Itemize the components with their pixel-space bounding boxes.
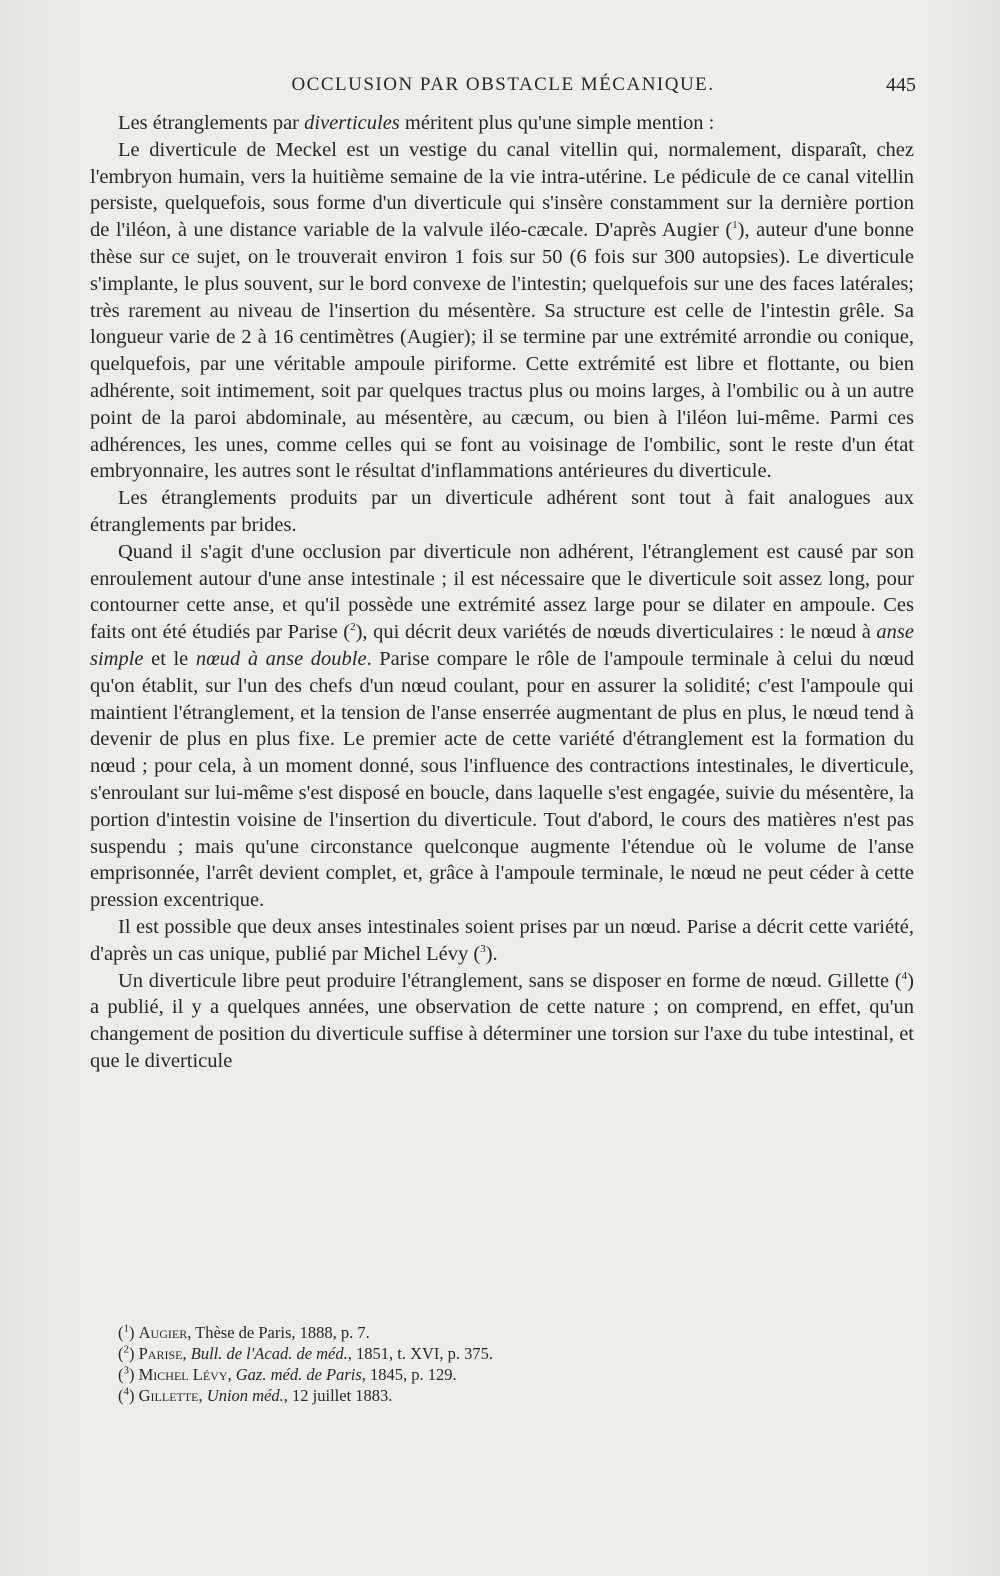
footnote-ref-3: 3 (480, 942, 486, 955)
paragraph-1 (90, 110, 914, 137)
footnote-number: 3 (123, 1364, 129, 1377)
footnote-ref-4: 4 (901, 969, 908, 982)
paragraph-5 (90, 914, 914, 968)
footnote-number: 2 (123, 1343, 129, 1356)
footnote-text: , 1851, t. XVI, p. 375. (347, 1344, 494, 1363)
footnote-text: , (227, 1365, 236, 1384)
text-segment: ) a publié, il y a quelques années, une observation de cette nature ; on comprend, en effet, qu'un changement de position du diverticule suffise à déterminer une torsion sur l'axe du tube intestinal, et que le diverticule (90, 969, 914, 1072)
footnote-text: , 1845, p. 129. (361, 1365, 457, 1384)
text-segment: Les étranglements produits par un diverticule adhérent sont tout à fait analogues aux étranglements par brides. (90, 487, 914, 536)
text-segment: Quand il s'agit d'une occlusion par diverticule non adhérent, l'étranglement est causé par son enroulement autour d'une anse intestinale ; il est nécessaire que le diverticule soit assez long, pour contourner cette anse, et qu'il possède une extrémité assez large pour se dilater en ampoule. Ces faits ont été étudiés par Parise ( (90, 540, 914, 644)
running-head (90, 74, 916, 104)
footnote-text: , (182, 1344, 191, 1363)
footnote-italic: Gaz. méd. de Paris (235, 1365, 362, 1384)
text-segment: et le (143, 647, 196, 670)
footnote-3: ($^3$) Michel Lévy, Gaz. méd. de Paris, 1845, p. 129. (118, 1364, 457, 1384)
italic-term: anse simple (90, 621, 914, 670)
italic-term: diverticules (304, 112, 400, 134)
text-segment: Les étranglements par (118, 112, 305, 134)
footnote-italic: Union méd. (206, 1386, 284, 1405)
paragraph-2 (90, 137, 914, 485)
italic-term: nœud à anse double (195, 647, 367, 670)
footnote-text: , (198, 1386, 207, 1405)
running-title: OCCLUSION PAR OBSTACLE MÉCANIQUE. (291, 74, 715, 95)
text-segment: méritent plus qu'une simple mention : (399, 112, 715, 134)
text-segment: Un diverticule libre peut produire l'étranglement, sans se disposer en forme de nœud. Gillette ( (118, 969, 902, 992)
footnote-author: Augier (138, 1323, 188, 1342)
footnote-4: ($^4$) Gillette, Union méd., 12 juillet 1883. (118, 1385, 393, 1405)
text-segment: ), qui décrit deux variétés de nœuds diverticulaires : le nœud à (355, 621, 877, 644)
text-segment: ). (485, 942, 498, 965)
footnote-ref-1: 1 (732, 219, 738, 232)
paragraph-6 (90, 968, 914, 1075)
footnote-author: Gillette (138, 1386, 199, 1405)
footnote-author: Michel Lévy (138, 1365, 228, 1384)
page-number: 445 (886, 74, 916, 96)
footnote-text: , Thèse de Paris, 1888, p. 7. (187, 1323, 370, 1342)
text-segment: Il est possible que deux anses intestinales soient prises par un nœud. Parise a décrit cette variété, d'après un cas unique, publié par Michel Lévy ( (90, 915, 914, 965)
body-text (90, 110, 914, 1075)
footnote-number: 1 (123, 1322, 129, 1335)
footnote-ref-2: 2 (350, 621, 356, 634)
footnote-italic: Bull. de l'Acad. de méd. (190, 1344, 348, 1363)
footnotes (118, 1322, 914, 1406)
footnote-1: ($^1$) Augier, Thèse de Paris, 1888, p. 7. (118, 1322, 370, 1342)
paragraph-4 (90, 539, 914, 914)
footnote-2: ($^2$) Parise, Bull. de l'Acad. de méd., 1851, t. XVI, p. 375. (118, 1343, 494, 1363)
text-segment: . Parise compare le rôle de l'ampoule terminale à celui du nœud qu'on établit, sur l'un des chefs d'un nœud coulant, pour en assurer la solidité; c'est l'ampoule qui maintient l'étranglement, et la tension de l'anse enserrée augmentant de plus en plus, le nœud tend à devenir de plus en plus fixe. Le premier acte de cette variété d'étranglement est la formation du nœud ; pour cela, à un moment donné, sous l'influence des contractions intestinales, le diverticule, s'enroulant sur lui-même s'est disposé en boucle, dans laquelle s'est engagée, suivie du mésentère, la portion d'intestin voisine de l'insertion du diverticule. Tout d'abord, le cours des matières n'est pas suspendu ; mais qu'une circonstance quelconque augmente l'étendue où le volume de l'anse emprisonnée, l'arrêt devient complet, et, grâce à l'ampoule terminale, le nœud ne peut céder à cette pression excentrique. (90, 647, 914, 912)
text-segment: ), auteur d'une bonne thèse sur ce sujet, on le trouverait environ 1 fois sur 50 (6 fois sur 300 autopsies). Le diverticule s'implante, le plus souvent, sur le bord convexe de l'intestin; quelquefois sur une des faces latérales; très rarement au niveau de l'insertion du mésentère. Sa structure est celle de l'intestin grêle. Sa longueur varie de 2 à 16 centimètres (Augier); il se termine par une extrémité arrondie ou conique, quelquefois, par une véritable ampoule piriforme. Cette extrémité est libre et flottante, ou bien adhérente, soit intimement, soit par quelques tractus plus ou moins larges, à l'ombilic ou à un autre point de la paroi abdominale, au mésentère, au cæcum, ou bien à l'iléon lui-même. Parmi ces adhérences, les unes, comme celles qui se font au voisinage de l'ombilic, sont le reste d'un état embryonnaire, les autres sont le résultat d'inflammations antérieures du diverticule. (90, 219, 914, 483)
text-segment: Le diverticule de Meckel est un vestige du canal vitellin qui, normalement, disparaît, chez l'embryon humain, vers la huitième semaine de la vie intra-utérine. Le pédicule de ce canal vitellin persiste, quelquefois, sous forme d'un diverticule qui s'insère constamment sur la dernière portion de l'iléon, à une distance variable de la valvule iléo-cæcale. D'après Augier ( (90, 138, 914, 242)
paragraph-3 (90, 485, 914, 539)
footnote-text: , 12 juillet 1883. (283, 1386, 393, 1405)
footnote-number: 4 (123, 1385, 129, 1398)
footnote-author: Parise (138, 1344, 183, 1363)
